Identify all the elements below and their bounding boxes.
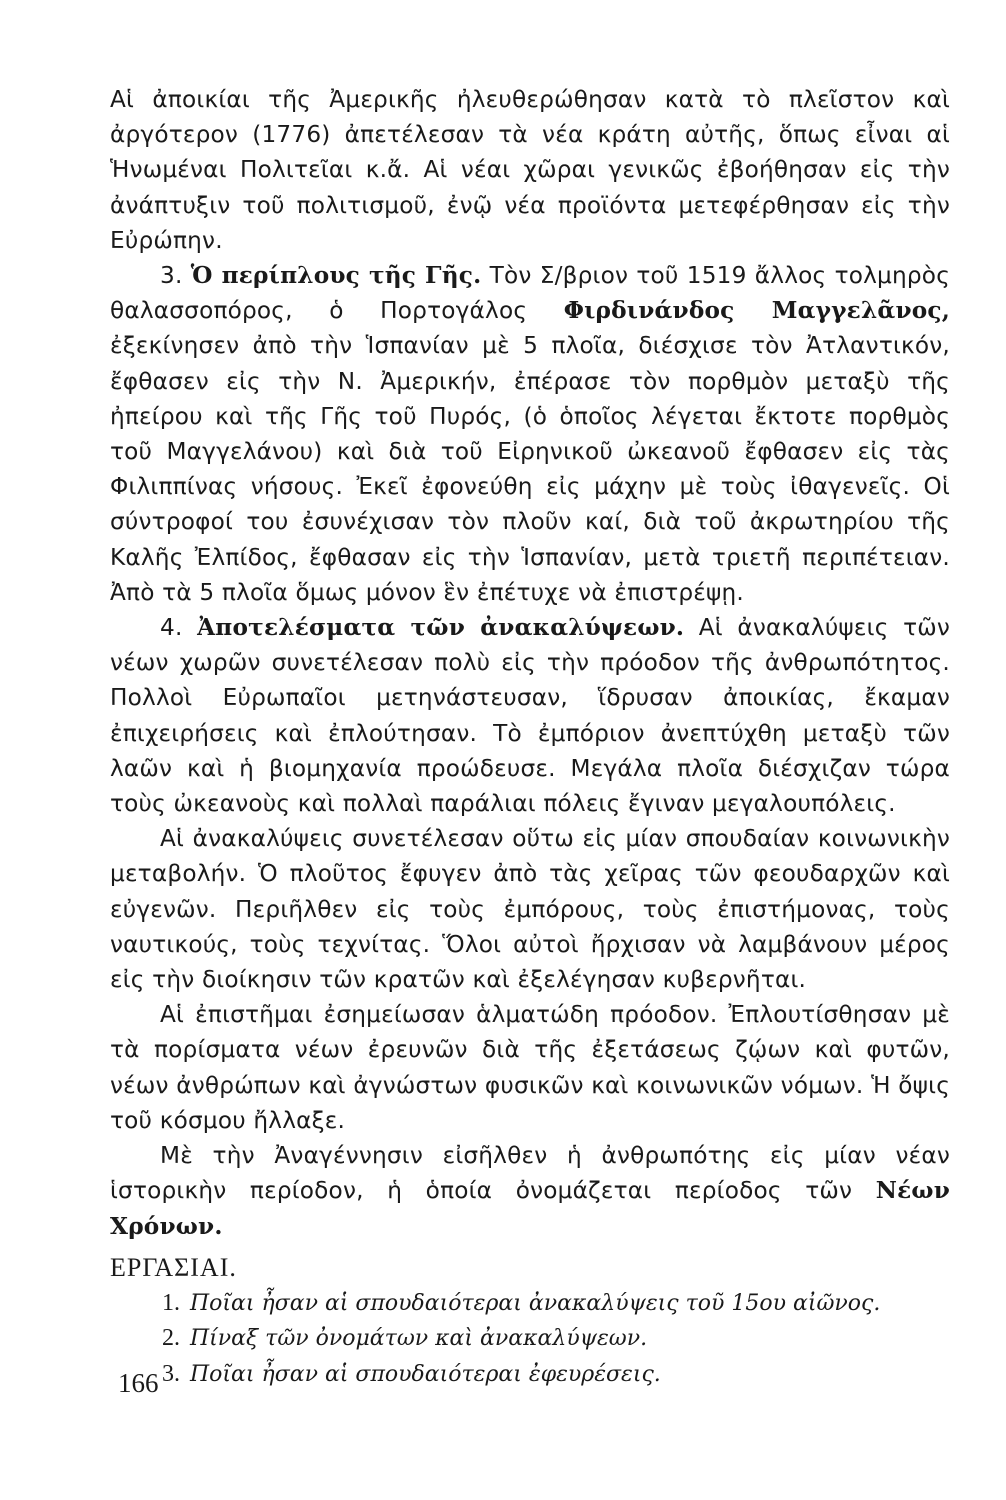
paragraph-text: Μὲ τὴν Ἀναγέννησιν εἰσῆλθεν ἡ ἀνθρωπότης εἰς μίαν νέαν ἱστορικὴν περίοδον, ἡ ὁποία ὀνομάζεται περίοδος τῶν [110,1142,950,1205]
paragraph-text: Τὸν Σ/βριον τοῦ 1519 ἄλλος τολμηρὸς θαλασσοπόρος, ὁ Πορτογάλος [110,262,951,325]
paragraph-results [110,610,950,821]
exercise-item [162,1357,950,1393]
book-page [110,82,950,1392]
paragraph-american-colonies: Αἱ ἀποικίαι τῆς Ἀμερικῆς ἠλευθερώθησαν κατὰ τὸ πλεῖστον καὶ ἀργότερον (1776) ἀπετέλεσαν τὰ νέα κράτη αὐτῆς, ὅπως εἶναι αἱ Ἡνωμέναι Πολιτεῖαι κ.ἄ. Αἱ νέαι χῶραι γενικῶς ἐβοήθησαν εἰς τὴν ἀνάπτυξιν τοῦ πολιτισμοῦ, ἐνῷ νέα προϊόντα μετεφέρθησαν εἰς τὴν Εὐρώπην. [110,86,950,254]
paragraph-text: Αἱ ἀνακαλύψεις τῶν νέων χωρῶν συνετέλεσαν πολὺ εἰς τὴν πρόοδον τῆς ἀνθρωπότητος. Πολλοὶ Εὐρωπαῖοι μετηνάστευσαν, ἵδρυσαν ἀποικίας, ἔκαμαν ἐπιχειρήσεις καὶ ἐπλούτησαν. Τὸ ἐμπόριον ἀνεπτύχθη μεταξὺ τῶν λαῶν καὶ ἡ βιομηχανία προώδευσε. Μεγάλα πλοῖα διέσχιζαν τώρα τοὺς ὠκεανοὺς καὶ πολλαὶ παράλιαι πόλεις ἔγιναν μεγαλουπόλεις. [110,614,951,818]
exercise-text: Ποῖαι ἦσαν αἱ σπουδαιότεραι ἐφευρέσεις. [190,1361,661,1387]
section-heading: Ἀποτελέσματα τῶν ἀνακαλύψεων. [197,614,685,642]
new-times-term: Νέων Χρόνων. [110,1177,950,1240]
exercise-item [162,1286,950,1322]
exercise-text: Πίναξ τῶν ὀνομάτων καὶ ἀνακαλύψεων. [190,1326,648,1352]
paragraph-text: ἐξεκίνησεν ἀπὸ τὴν Ἱσπανίαν μὲ 5 πλοῖα, διέσχισε τὸν Ἀτλαντικόν, ἔφθασεν εἰς τὴν Ν. Ἀμερικήν, ἐπέρασε τὸν πορθμὸν μεταξὺ τῆς ἠπείρου καὶ τῆς Γῆς τοῦ Πυρός, (ὁ ὁποῖος λέγεται ἔκτοτε πορθμὸς τοῦ Μαγγελάνου) καὶ διὰ τοῦ Εἰρηνικοῦ ὠκεανοῦ ἔφθασεν εἰς τὰς Φιλιππίνας νήσους. Ἐκεῖ ἐφονεύθη εἰς μάχην μὲ τοὺς ἰθαγενεῖς. Οἱ σύντροφοί του ἐσυνέχισαν τὸν πλοῦν καί, διὰ τοῦ ἀκρωτηρίου τῆς Καλῆς Ἐλπίδος, ἔφθασαν εἰς τὴν Ἱσπανίαν, μετὰ τριετῆ περιπέτειαν. Ἀπὸ τὰ 5 πλοῖα ὅμως μόνον ἓν ἐπέτυχε νὰ ἐπιστρέψῃ. [110,332,950,606]
exercises-heading: ΕΡΓΑΣΙΑΙ. [110,1252,237,1282]
exercise-number: 1. [162,1289,180,1316]
exercise-number: 2. [162,1325,180,1352]
exercise-list [110,1286,950,1393]
paragraph-circumnavigation [110,258,950,610]
exercise-item [162,1321,950,1357]
section-number: 3. [160,262,183,290]
exercise-text: Ποῖαι ἦσαν αἱ σπουδαιότεραι ἀνακαλύψεις τοῦ 15ου αἰῶνος. [190,1290,881,1316]
paragraph-social-change: Αἱ ἀνακαλύψεις συνετέλεσαν οὕτω εἰς μίαν σπουδαίαν κοινωνικὴν μεταβολήν. Ὁ πλοῦτος ἔφυγεν ἀπὸ τὰς χεῖρας τῶν φεουδαρχῶν καὶ εὐγενῶν. Περιῆλθεν εἰς τοὺς ἐμπόρους, τοὺς ἐπιστήμονας, τοὺς ναυτικούς, τοὺς τεχνίτας. Ὅλοι αὐτοὶ ἤρχισαν νὰ λαμβάνουν μέρος εἰς τὴν διοίκησιν τῶν κρατῶν καὶ ἐξελέγησαν κυβερνῆται. [110,825,950,994]
section-number: 4. [160,614,183,642]
paragraph-sciences: Αἱ ἐπιστῆμαι ἐσημείωσαν ἁλματώδη πρόοδον. Ἐπλουτίσθησαν μὲ τὰ πορίσματα νέων ἐρευνῶν διὰ τῆς ἐξετάσεως ζῴων καὶ φυτῶν, νέων ἀνθρώπων καὶ ἀγνώστων φυσικῶν καὶ κοινωνικῶν νόμων. Ἡ ὄψις τοῦ κόσμου ἤλλαξε. [110,1001,950,1134]
paragraph-renaissance [110,1138,950,1244]
exercise-number: 3. [162,1360,180,1387]
section-heading: Ὁ περίπλους τῆς Γῆς. [190,262,482,290]
magellan-name: Φιρδινάνδος Μαγγελᾶνος, [563,297,951,325]
page-number: 166 [118,1368,159,1398]
